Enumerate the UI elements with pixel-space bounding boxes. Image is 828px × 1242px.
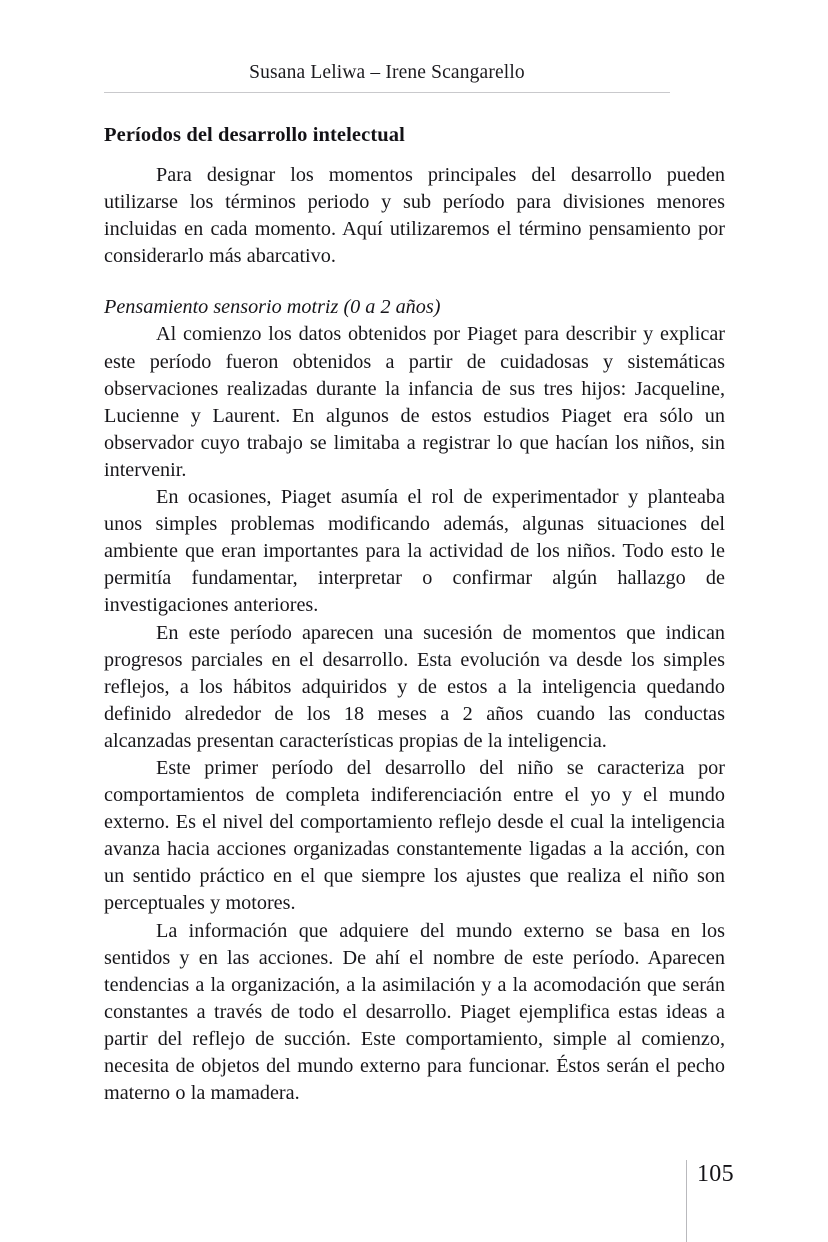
body-paragraph: En ocasiones, Piaget asumía el rol de experimentador y planteaba unos simples problemas modificando además, algunas situaciones del ambiente que eran importantes para la actividad de los niños. Todo esto le permitía fundamentar, interpretar o confirmar algún hallazgo de investigaciones anteriores. [104,486,725,617]
running-head: Susana Leliwa – Irene Scangarello [249,62,525,83]
subsection-heading: Pensamiento sensorio motriz (0 a 2 años) [104,296,441,319]
folio-divider-rule [686,1160,687,1242]
section-title: Períodos del desarrollo intelectual [104,124,405,146]
body-paragraph: La información que adquiere del mundo externo se basa en los sentidos y en las acciones. De ahí el nombre de este período. Aparecen tendencias a la organización, a la asimilación y a la acomodación que serán constantes a través de todo el desarrollo. Piaget ejemplifica estas ideas a partir del reflejo de succión. Este comportamiento, simple al comienzo, necesita de objetos del mundo externo para funcionar. Éstos serán el pecho materno o la mamadera. [104,919,725,1105]
body-paragraph: Este primer período del desarrollo del niño se caracteriza por comportamientos de completa indiferenciación entre el yo y el mundo externo. Es el nivel del comportamiento reflejo desde el cual la inteligencia avanza hacia acciones organizadas constantemente ligadas a la acción, con un sentido práctico en el que siempre los ajustes que realiza el niño son perceptuales y motores. [104,756,725,915]
page-number: 105 [697,1161,734,1187]
text-column [104,122,725,1107]
intro-paragraph: Para designar los momentos principales del desarrollo pueden utilizarse los términos periodo y sub período para divisiones menores incluidas en cada momento. Aquí utilizaremos el término pensamiento por considerarlo más abarcativo. [104,164,725,268]
body-paragraph: En este período aparecen una sucesión de momentos que indican progresos parciales en el desarrollo. Esta evolución va desde los simples reflejos, a los hábitos adquiridos y de estos a la inteligencia quedando definido alrededor de los 18 meses a 2 años cuando las conductas alcanzadas presentan características propias de la inteligencia. [104,621,725,752]
body-paragraph: Al comienzo los datos obtenidos por Piaget para describir y explicar este período fueron obtenidos a partir de cuidadosas y sistemáticas observaciones realizadas durante la infancia de sus tres hijos: Jacqueline, Lucienne y Laurent. En algunos de estos estudios Piaget era sólo un observador cuyo trabajo se limitaba a registrar lo que hacían los niños, sin intervenir. [104,323,725,481]
header-divider-rule [104,92,670,93]
